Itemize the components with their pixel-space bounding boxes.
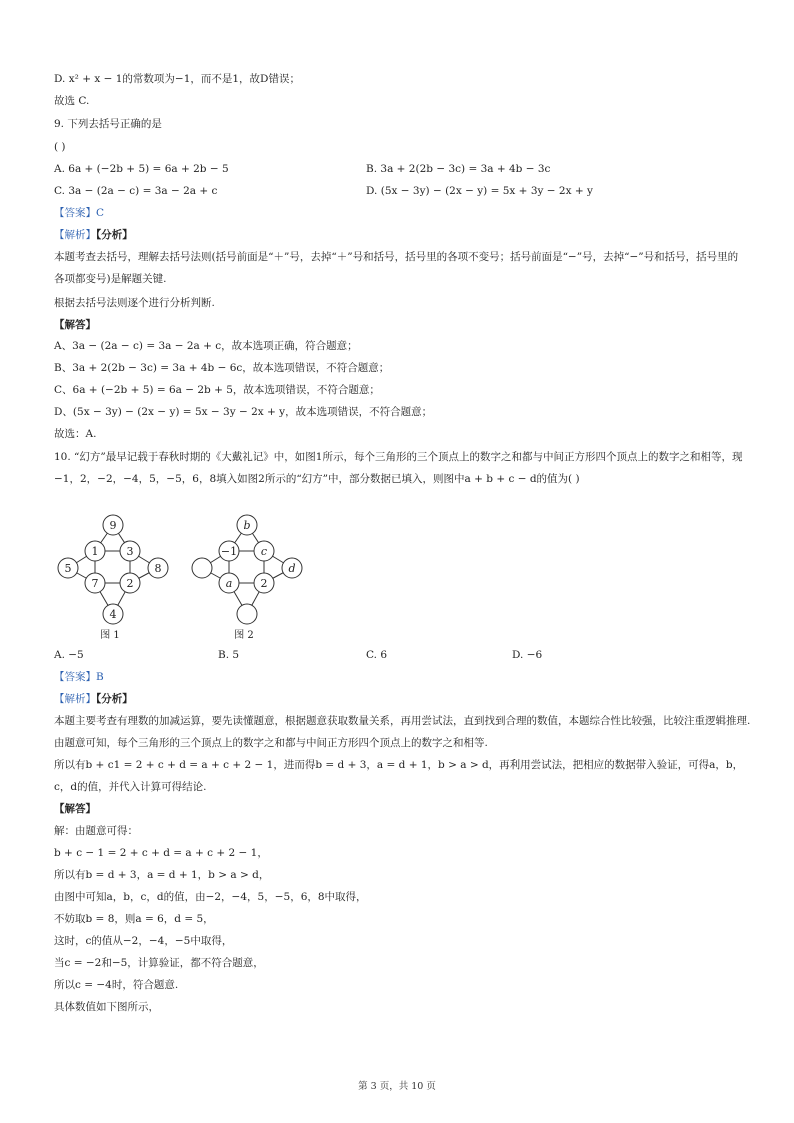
q9-stem: 9. 下列去括号正确的是 (54, 118, 162, 130)
q10-step-3: 所以有b = d + 3，a = d + 1，b > a > d， (54, 869, 270, 881)
q10-step-2: b + c − 1 = 2 + c + d = a + c + 2 − 1， (54, 847, 268, 859)
q9-answer (54, 206, 104, 220)
q10-step-8: 所以c = −4时，符合题意. (54, 979, 179, 991)
q10-option-a: A. −5 (54, 649, 84, 661)
q10-option-b: B. 5 (218, 649, 240, 661)
q10-stem: 10. “幻方”最早记载于春秋时期的《大戴礼记》中，如图1所示，每个三角形的三个顶点上的数字之和都与中间正方形四个顶点上的数字之和相等，现−1，2，−2，−4，5，−5，6，8填入如图2所示的“幻方”中，部分数据已填入，则图中a + b + c − d的值为( ) (54, 451, 743, 485)
fig1-label-left: 5 (64, 562, 72, 575)
q9-paren: ( ) (54, 141, 66, 153)
fig2-label-tl: −1 (220, 545, 238, 558)
q8-conclusion: 故选 C. (54, 95, 90, 107)
q9-solution-b: B、3a + 2(2b − 3c) = 3a + 4b − 6c，故本选项错误，不符合题意； (54, 362, 390, 374)
q10-answer (54, 670, 104, 684)
figure-2-magic-square (188, 512, 308, 642)
figure-1-magic-square (54, 512, 174, 642)
q10-step-4: 由图中可知a，b，c，d的值，由−2，−4，5，−5，6，8中取得， (54, 891, 367, 903)
q9-analysis-text2: 根据去括号法则逐个进行分析判断. (54, 297, 215, 309)
page-footer: 第 3 页，共 10 页 (358, 1081, 436, 1092)
q10-step-7: 当c = −2和−5，计算验证，都不符合题意， (54, 957, 264, 969)
analysis-subtag: 【分析】 (96, 229, 133, 241)
q9-solution-c: C、6a + (−2b + 5) = 6a − 2b + 5，故本选项错误，不符合题意； (54, 384, 380, 396)
fig2-node-left (192, 558, 212, 578)
fig1-label-tr: 3 (126, 545, 134, 558)
fig2-label-br: 2 (260, 577, 268, 590)
fig1-label-bl: 7 (91, 577, 99, 590)
answer-tag: 【答案】 (54, 207, 96, 219)
q10-analysis-text3: 所以有b + c1 = 2 + c + d = a + c + 2 − 1，进而得b = d + 3，a = d + 1，b > a > d，再利用尝试法，把相应的数据带入验证，可得a，b，c，d的值，并代入计算可得结论. (54, 759, 744, 793)
fig1-caption: 图 1 (100, 630, 120, 641)
q10-analysis-header (54, 692, 133, 706)
q9-conclusion: 故选：A. (54, 428, 97, 440)
q9-analysis-text: 本题考查去括号，理解去括号法则(括号前面是“＋”号，去掉“＋”号和括号，括号里的各项不变号；括号前面是“−”号，去掉“−”号和括号，括号里的各项都变号)是解题关键. (54, 251, 739, 285)
fig1-label-br: 2 (126, 577, 134, 590)
q9-analysis-header (54, 228, 133, 242)
fig2-label-tr: c (260, 545, 268, 558)
q8-option-d-note: D. x² + x − 1的常数项为−1，而不是1，故D错误； (54, 73, 300, 85)
q10-step-6: 这时，c的值从−2，−4，−5中取得， (54, 935, 233, 947)
analysis-tag: 【解析】 (54, 229, 96, 241)
q9-option-b: B. 3a + 2(2b − 3c) = 3a + 4b − 3c (366, 163, 551, 175)
q10-step-1: 解：由题意可得： (54, 825, 138, 837)
fig1-label-right: 8 (154, 562, 162, 575)
fig2-label-bl: a (225, 577, 233, 590)
fig1-label-tl: 1 (91, 545, 99, 558)
q9-solution-d: D、(5x − 3y) − (2x − y) = 5x − 3y − 2x + y，故本选项错误，不符合题意； (54, 406, 433, 418)
q10-solution-tag: 【解答】 (54, 803, 96, 815)
q10-step-5: 不妨取b = 8，则a = 6，d = 5， (54, 913, 214, 925)
analysis-tag: 【解析】 (54, 693, 96, 705)
fig2-node-bottom (237, 604, 257, 624)
answer-tag: 【答案】 (54, 671, 96, 683)
answer-value: B (96, 671, 104, 683)
q9-solution-a: A、3a − (2a − c) = 3a − 2a + c，故本选项正确，符合题意； (54, 340, 358, 352)
q10-analysis-text: 本题主要考查有理数的加减运算，要先读懂题意，根据题意获取数量关系，再用尝试法，直到找到合理的数值，本题综合性比较强，比较注重逻辑推理. (54, 715, 751, 727)
fig1-label-bottom: 4 (109, 608, 117, 621)
q9-option-d: D. (5x − 3y) − (2x − y) = 5x + 3y − 2x + y (366, 185, 593, 197)
fig2-label-right: d (288, 562, 296, 575)
fig2-label-top: b (243, 519, 251, 532)
fig2-caption: 图 2 (234, 630, 254, 641)
q9-solution-tag: 【解答】 (54, 319, 96, 331)
q9-option-a: A. 6a + (−2b + 5) = 6a + 2b − 5 (54, 163, 229, 175)
q10-option-c: C. 6 (366, 649, 388, 661)
analysis-subtag: 【分析】 (96, 693, 133, 705)
q9-option-c: C. 3a − (2a − c) = 3a − 2a + c (54, 185, 218, 197)
q10-analysis-text2: 由题意可知，每个三角形的三个顶点上的数字之和都与中间正方形四个顶点上的数字之和相等. (54, 737, 488, 749)
q10-option-d: D. −6 (512, 649, 543, 661)
q10-step-9: 具体数值如下图所示， (54, 1001, 159, 1013)
fig1-label-top: 9 (109, 519, 117, 532)
answer-value: C (96, 207, 105, 219)
